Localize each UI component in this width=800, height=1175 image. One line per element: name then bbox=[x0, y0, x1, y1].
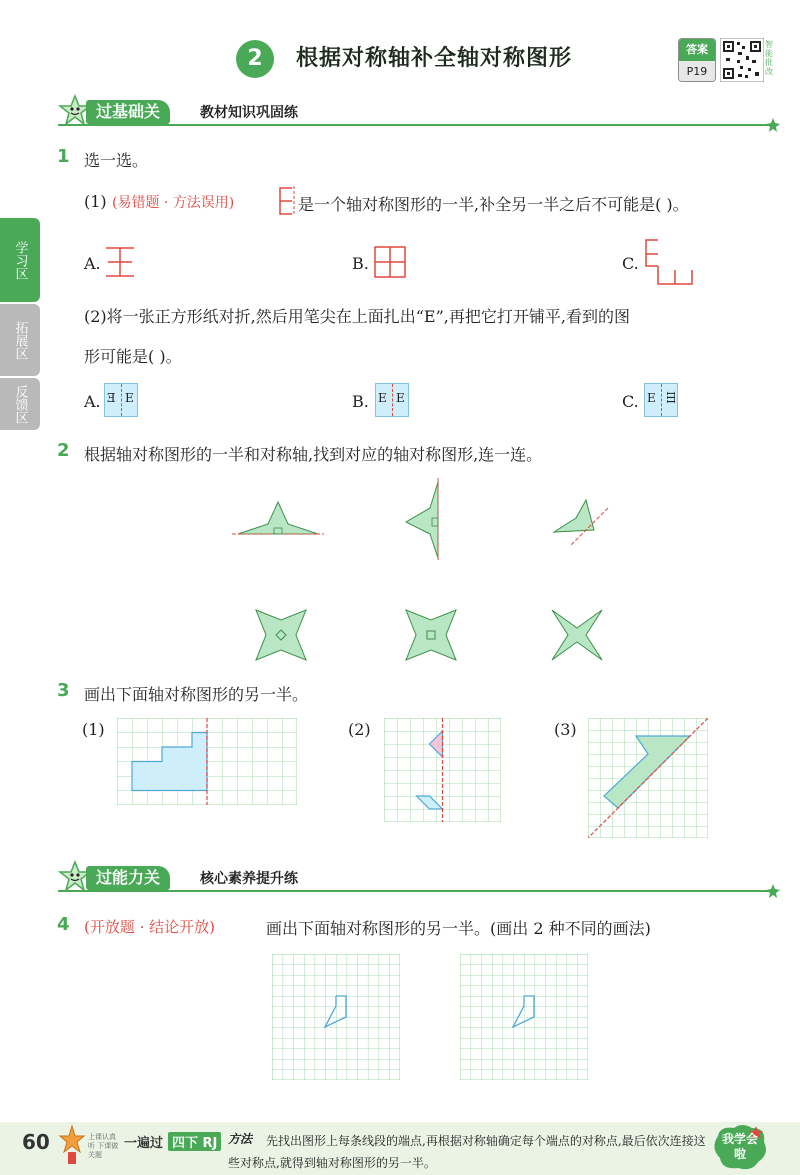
section-tag: 过基础关 bbox=[86, 100, 170, 124]
leaf-icon bbox=[766, 118, 780, 132]
letter-left: E bbox=[378, 391, 387, 405]
full-shape-2[interactable] bbox=[402, 606, 460, 664]
qr-code-icon[interactable] bbox=[720, 38, 764, 82]
full-shape-1[interactable] bbox=[252, 606, 310, 664]
fold-line bbox=[392, 384, 393, 416]
option-a-figure[interactable] bbox=[104, 244, 136, 280]
option-b-figure[interactable] bbox=[372, 244, 408, 280]
page-title: 根据对称轴补全轴对称图形 bbox=[296, 46, 573, 71]
page-number: 60 bbox=[22, 1130, 50, 1154]
question-tag: (易错题 · 方法误用) bbox=[112, 195, 235, 211]
half-shape-1[interactable] bbox=[228, 488, 328, 548]
half-figure-icon bbox=[276, 186, 296, 216]
letter-right: E bbox=[125, 391, 134, 405]
half-shape-2[interactable] bbox=[398, 478, 458, 562]
figure-label: (1) bbox=[82, 720, 105, 739]
question-text: (2)将一张正方形纸对折,然后用笔尖在上面扎出“E”,再把它打开铺平,看到的图 bbox=[84, 307, 630, 326]
question-text: 是一个轴对称图形的一半,补全另一半之后不可能是( )。 bbox=[298, 195, 689, 214]
footer-slogan: 上课认真听 下课做关题 bbox=[88, 1133, 119, 1159]
side-tab-extend[interactable]: 拓展区 bbox=[0, 304, 40, 376]
question-number: 4 bbox=[57, 914, 70, 935]
brand-name: 一遍过 bbox=[124, 1136, 164, 1151]
side-tab-study[interactable]: 学习区 bbox=[0, 218, 40, 302]
grid-4b[interactable] bbox=[460, 954, 588, 1080]
half-shape-3[interactable] bbox=[550, 496, 610, 548]
question-text: 画出下面轴对称图形的另一半。 bbox=[84, 685, 309, 704]
letter-right: E bbox=[396, 391, 405, 405]
grid-1[interactable] bbox=[117, 718, 297, 805]
question-text: 形可能是( )。 bbox=[84, 347, 182, 366]
grid-2[interactable] bbox=[384, 718, 501, 822]
question-text: 根据轴对称图形的一半和对称轴,找到对应的轴对称图形,连一连。 bbox=[84, 445, 543, 464]
learned-badge[interactable] bbox=[712, 1124, 768, 1172]
option-a-label[interactable]: A. bbox=[84, 254, 101, 273]
method-label: 方法 bbox=[228, 1132, 253, 1146]
figure-label: (2) bbox=[348, 720, 371, 739]
leaf-icon bbox=[766, 884, 780, 898]
section-tag: 过能力关 bbox=[86, 866, 170, 890]
option-c-label[interactable]: C. bbox=[622, 254, 639, 273]
fold-line bbox=[121, 384, 122, 416]
letter-left: Ǝ bbox=[107, 391, 116, 405]
option-b-label[interactable]: B. bbox=[352, 254, 369, 273]
option-c-figure[interactable] bbox=[642, 236, 696, 288]
question-number: 3 bbox=[57, 680, 70, 701]
question-number: 2 bbox=[57, 440, 70, 461]
grid-4a[interactable] bbox=[272, 954, 400, 1080]
letter-right: Ш bbox=[664, 391, 678, 404]
figure-label: (3) bbox=[554, 720, 577, 739]
letter-left: E bbox=[647, 391, 656, 405]
question-tag: (开放题 · 结论开放) bbox=[84, 918, 216, 936]
section-divider bbox=[58, 890, 770, 892]
answer-badge[interactable] bbox=[678, 38, 716, 82]
option-c-figure[interactable] bbox=[644, 383, 678, 417]
option-a-figure[interactable] bbox=[104, 383, 138, 417]
question-number: 1 bbox=[57, 146, 70, 167]
edition-label: 四下 RJ bbox=[168, 1132, 221, 1151]
method-text: 先找出图形上每条线段的端点,再根据对称轴确定每个端点的对称点,最后依次连接这些对称点,就得到轴对称图形的另一半。 bbox=[228, 1134, 706, 1170]
mascot-icon bbox=[58, 1124, 86, 1168]
answer-label: 答案 bbox=[679, 39, 715, 61]
section-banner-basic bbox=[0, 98, 800, 128]
section-subtitle: 核心素养提升练 bbox=[200, 871, 298, 887]
section-banner-ability bbox=[0, 864, 800, 894]
question-text: 选一选。 bbox=[84, 151, 149, 170]
side-tab-feedback[interactable]: 反馈区 bbox=[0, 378, 40, 430]
lesson-number: 2 bbox=[236, 40, 274, 78]
option-b-figure[interactable] bbox=[375, 383, 409, 417]
answer-page: P19 bbox=[679, 61, 715, 82]
grid-3[interactable] bbox=[588, 718, 708, 838]
qr-label: 智能批改 bbox=[765, 40, 773, 76]
badge-text: 我学会啦 bbox=[722, 1132, 759, 1161]
option-b-label[interactable]: B. bbox=[352, 392, 369, 411]
section-divider bbox=[58, 124, 770, 126]
option-a-label[interactable]: A. bbox=[84, 392, 101, 411]
question-text: 画出下面轴对称图形的另一半。(画出 2 种不同的画法) bbox=[266, 919, 651, 938]
fold-line bbox=[661, 384, 662, 416]
option-c-label[interactable]: C. bbox=[622, 392, 639, 411]
part-label: (1) bbox=[84, 192, 107, 211]
full-shape-3[interactable] bbox=[548, 606, 606, 664]
section-subtitle: 教材知识巩固练 bbox=[200, 105, 298, 121]
